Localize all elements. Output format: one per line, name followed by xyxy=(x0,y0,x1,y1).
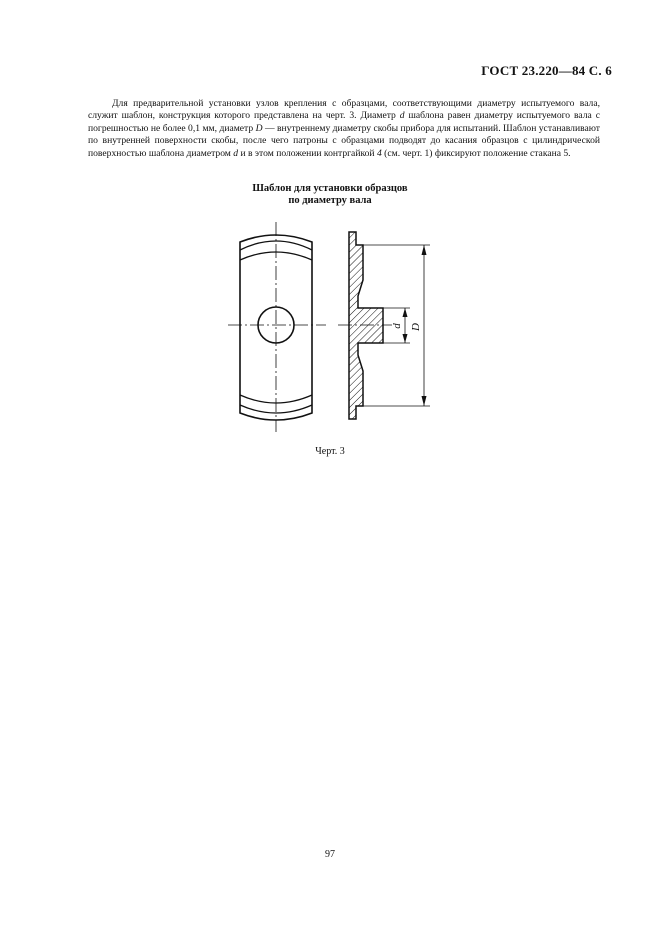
para-part-4: и в этом положении контргайкой xyxy=(238,147,377,159)
para-var-d-1: d xyxy=(399,110,405,122)
document-code-header: ГОСТ 23.220—84 С. 6 xyxy=(481,63,612,78)
page-number: 97 xyxy=(325,849,335,860)
template-side-view xyxy=(338,232,392,419)
para-var-D: D xyxy=(255,122,263,134)
para-part-5: (см. черт. 1) фиксируют положение стакана 5. xyxy=(381,147,571,159)
dim-label-d: d xyxy=(391,323,403,329)
side-section-hatched xyxy=(349,232,383,419)
figure-title-line-1: Шаблон для установки образцов xyxy=(252,183,408,194)
para-var-d-2: d xyxy=(233,147,239,159)
para-part-2: шаблона равен диаметру испытуемого вала с погрешностью не более 0,1 мм, диаметр xyxy=(88,110,600,134)
figure-title-line-2: по диаметру вала xyxy=(288,195,372,206)
template-front-view xyxy=(228,222,326,432)
para-part-3: — внутреннему диаметру скобы прибора для испытаний. Шаблон устанавливают по внутренней поверхности скобы, после чего патроны с образцами подводят до касания образцов с цилиндрической поверхностью шаблона диаметром xyxy=(88,122,601,159)
dim-label-D: D xyxy=(410,323,422,331)
para-part-1: Для предварительной установки узлов крепления с образцами, соответствующими диаметру испытуемого вала, служит шаблон, конструкция которого представлена на черт. 3. Диаметр xyxy=(88,98,600,122)
figure-caption: Черт. 3 xyxy=(315,446,345,457)
para-ref-4: 4 xyxy=(376,147,382,159)
